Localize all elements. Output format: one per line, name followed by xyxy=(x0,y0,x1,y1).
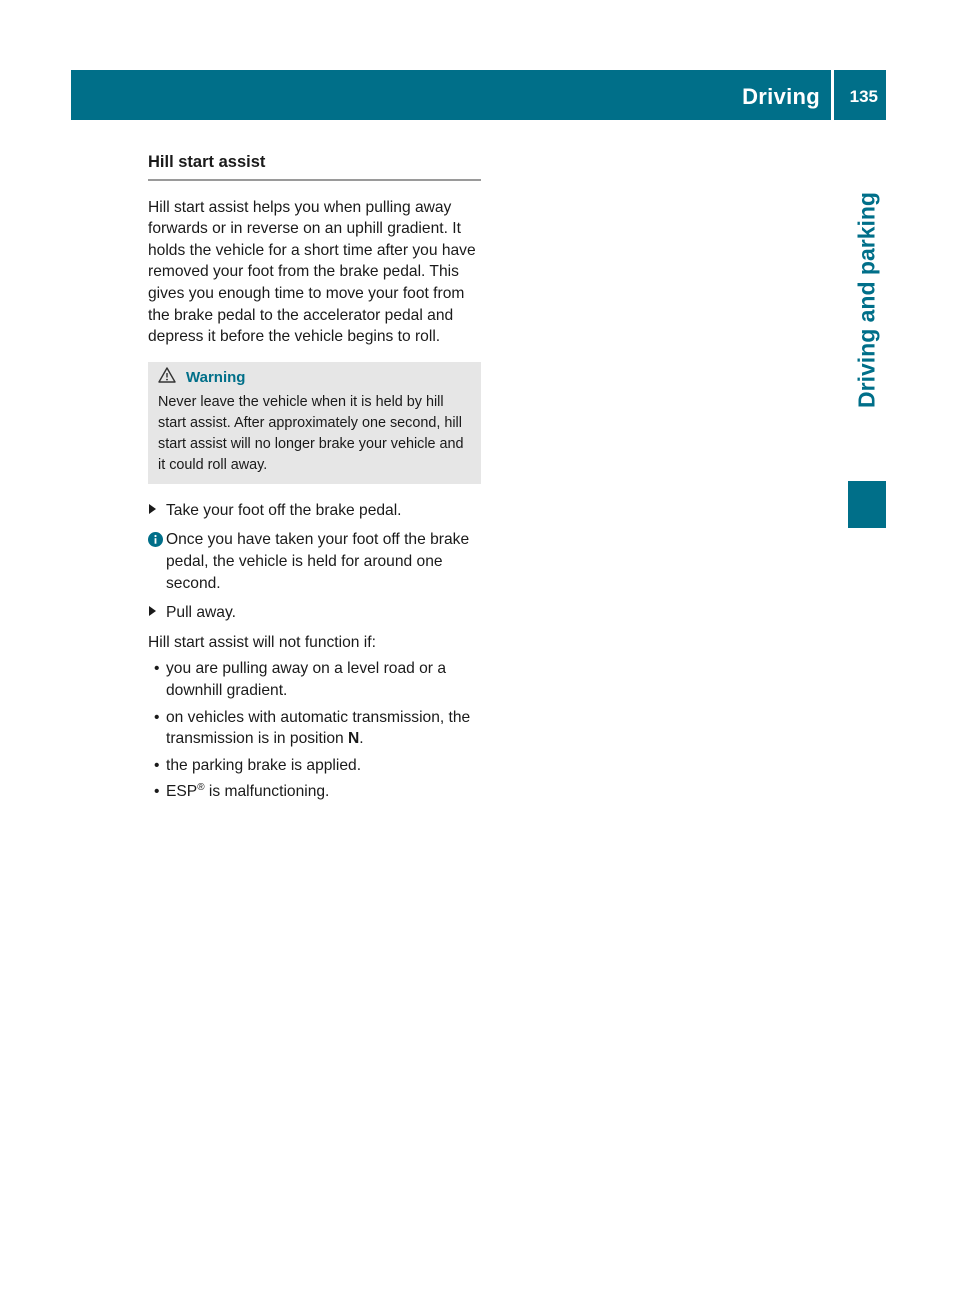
step-arrow-icon xyxy=(148,500,166,522)
list-item-text: on vehicles with automatic transmission, the transmission is in position N. xyxy=(166,708,471,748)
list-item xyxy=(148,781,481,803)
info-note xyxy=(148,529,481,594)
conditions-intro: Hill start assist will not function if: xyxy=(148,633,376,651)
warning-header xyxy=(158,367,471,389)
list-item-text: you are pulling away on a level road or a downhill gradient. xyxy=(166,660,446,699)
side-tab xyxy=(848,120,886,481)
side-tab-label: Driving and parking xyxy=(853,192,880,408)
page-number: 135 xyxy=(849,87,878,106)
step-item xyxy=(148,602,481,624)
warning-text: Never leave the vehicle when it is held by hill start assist. After approximately one second, hill start assist will no longer brake your vehicle and it could roll away. xyxy=(158,393,464,473)
step-text: Take your foot off the brake pedal. xyxy=(166,501,402,519)
side-tab-marker xyxy=(848,481,886,528)
list-item-text: ESP® is malfunctioning. xyxy=(166,782,330,801)
bullet-icon: • xyxy=(154,756,160,774)
registered-mark: ® xyxy=(197,782,205,794)
list-item xyxy=(148,658,481,701)
info-text: Once you have taken your foot off the brake pedal, the vehicle is held for around one second. xyxy=(166,531,470,592)
bullet-icon: • xyxy=(154,783,160,801)
list-item xyxy=(148,707,481,750)
page-header-bar xyxy=(71,70,886,120)
intro-paragraph: Hill start assist helps you when pulling away forwards or in reverse on an uphill gradient. It holds the vehicle for a short time after you have removed your foot from the brake pedal. This gives you enough time to move your foot from the brake pedal to the accelerator pedal and depress it before the vehicle begins to roll. xyxy=(148,198,476,346)
section-title: Hill start assist xyxy=(148,152,481,181)
step-text: Pull away. xyxy=(166,604,236,622)
info-icon xyxy=(148,529,166,594)
bullet-icon: • xyxy=(154,660,160,678)
header-divider xyxy=(831,70,834,120)
list-item xyxy=(148,755,481,777)
step-item xyxy=(148,500,481,522)
main-content xyxy=(148,152,481,808)
chapter-title: Driving xyxy=(742,84,820,109)
position-label: N xyxy=(348,730,360,748)
bullet-icon: • xyxy=(154,708,160,726)
step-arrow-icon xyxy=(148,602,166,624)
warning-triangle-icon xyxy=(158,367,176,389)
list-item-text: the parking brake is applied. xyxy=(166,756,362,774)
warning-title: Warning xyxy=(186,369,246,387)
warning-box xyxy=(148,362,481,484)
